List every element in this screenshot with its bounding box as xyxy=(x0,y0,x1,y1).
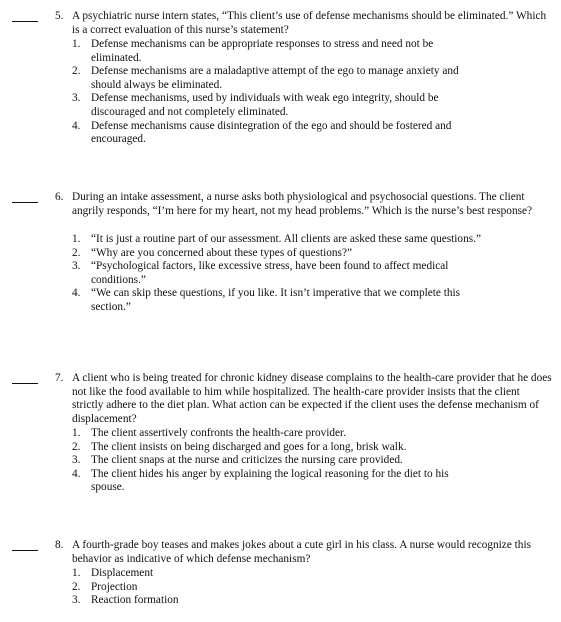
option-number: 2. xyxy=(72,65,81,78)
option xyxy=(72,65,464,92)
question-number: 6. xyxy=(55,191,64,203)
option xyxy=(72,120,464,147)
answer-blank xyxy=(12,550,38,551)
question-stem: A fourth-grade boy teases and makes jokes about a cute girl in his class. A nurse would recognize this behavior as indicative of which defense mechanism? xyxy=(72,539,531,565)
option-number: 1. xyxy=(72,427,81,439)
option-text: “It is just a routine part of our assessment. All clients are asked these same questions.” xyxy=(91,233,481,245)
option xyxy=(72,233,492,247)
option xyxy=(72,92,464,119)
question-stem: During an intake assessment, a nurse asks both physiological and psychosocial questions. The client angrily responds, “I’m here for my heart, not my head problems.” Which is the nurse’s best response? xyxy=(72,191,533,217)
option-text: Projection xyxy=(91,580,138,593)
option-list xyxy=(72,567,372,608)
option-list xyxy=(72,427,482,495)
option-number: 2. xyxy=(72,580,81,593)
answer-blank xyxy=(12,383,38,384)
option-number: 3. xyxy=(72,92,81,105)
option-text: The client hides his anger by explaining the logical reasoning for the diet to his spouse. xyxy=(91,467,449,494)
option-number: 1. xyxy=(72,233,81,245)
option-number: 4. xyxy=(72,119,81,132)
question-number: 8. xyxy=(55,539,64,551)
option-list xyxy=(72,38,464,147)
option xyxy=(72,38,464,65)
option-number: 4. xyxy=(72,467,81,480)
option-text: Reaction formation xyxy=(91,594,179,607)
option-number: 3. xyxy=(72,260,81,273)
option xyxy=(72,468,482,495)
option-text: “Why are you concerned about these types of questions?” xyxy=(91,246,352,259)
option-text: “Psychological factors, like excessive stress, have been found to affect medical conditions.” xyxy=(91,260,449,286)
option-number: 2. xyxy=(72,246,81,259)
option xyxy=(72,594,372,608)
option xyxy=(72,287,492,314)
question-stem: A psychiatric nurse intern states, “This client’s use of defense mechanisms should be eliminated.” Which is a correct evaluation of this nurse’s statement? xyxy=(72,10,547,36)
option-text: Defense mechanisms can be appropriate responses to stress and need not be eliminated. xyxy=(91,38,434,64)
option xyxy=(72,581,372,595)
question-number: 5. xyxy=(55,10,64,22)
option-text: Defense mechanisms cause disintegration of the ego and should be fostered and encouraged. xyxy=(91,119,452,146)
option-number: 4. xyxy=(72,287,81,300)
question-stem: A client who is being treated for chronic kidney disease complains to the health-care provider that he does not like the food available to him while hospitalized. The health-care provider insists that the client strictly adhere to the diet plan. What action can be expected if the client uses the defense mechanism of displacement? xyxy=(72,372,552,425)
option xyxy=(72,260,492,287)
question-number: 7. xyxy=(55,372,64,384)
option-number: 1. xyxy=(72,567,81,579)
answer-blank xyxy=(12,21,38,22)
option xyxy=(72,247,492,261)
option xyxy=(72,441,482,455)
option-number: 3. xyxy=(72,454,81,467)
option-text: The client assertively confronts the health-care provider. xyxy=(91,427,347,439)
option xyxy=(72,427,482,441)
option-number: 2. xyxy=(72,440,81,453)
option-list xyxy=(72,233,492,315)
option-text: “We can skip these questions, if you like. It isn’t imperative that we complete this section.” xyxy=(91,287,461,313)
option-text: Defense mechanisms, used by individuals with weak ego integrity, should be discouraged and not completely eliminated. xyxy=(91,92,439,118)
option xyxy=(72,454,482,468)
option xyxy=(72,567,372,581)
option-text: The client snaps at the nurse and criticizes the nursing care provided. xyxy=(91,454,403,467)
option-text: Displacement xyxy=(91,567,154,579)
option-text: Defense mechanisms are a maladaptive attempt of the ego to manage anxiety and should always be eliminated. xyxy=(91,65,459,91)
option-number: 3. xyxy=(72,594,81,607)
answer-blank xyxy=(12,202,38,203)
option-number: 1. xyxy=(72,38,81,50)
option-text: The client insists on being discharged and goes for a long, brisk walk. xyxy=(91,440,407,453)
